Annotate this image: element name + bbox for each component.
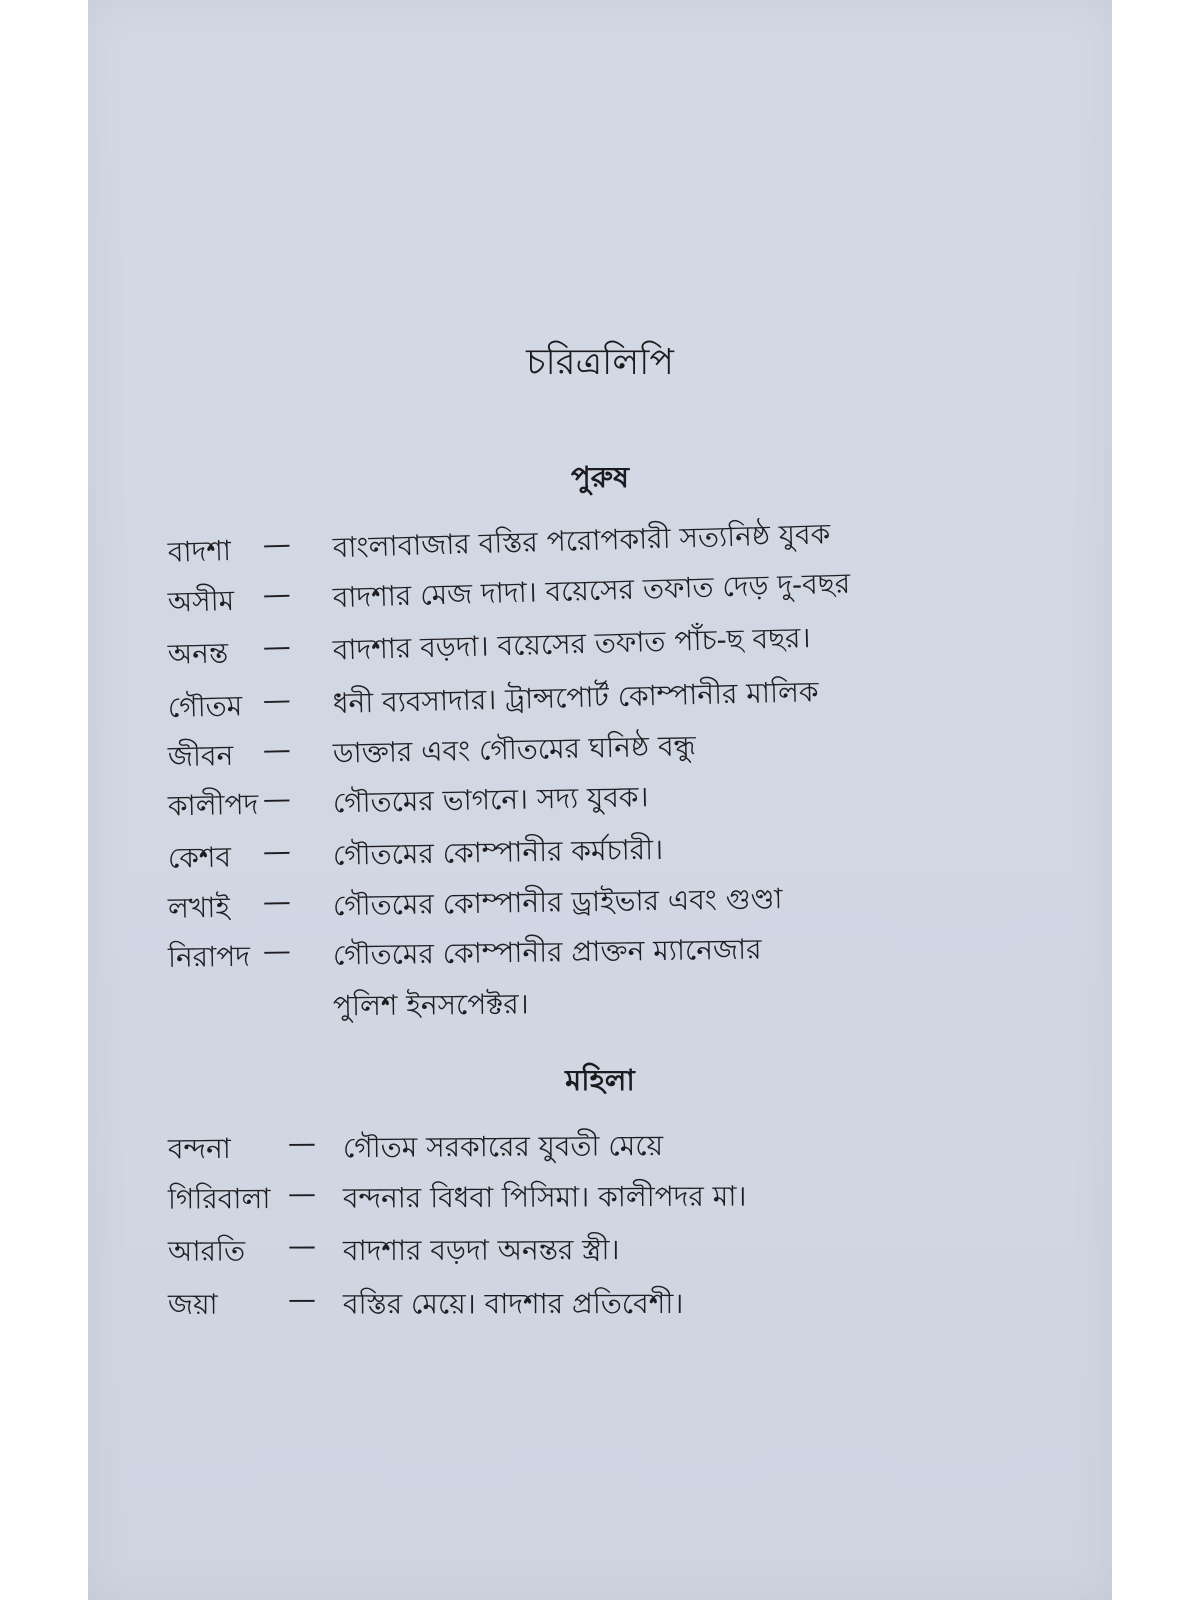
separator-dash: — — [262, 782, 292, 816]
character-name: গৌতম — [167, 689, 243, 725]
character-name: জীবন — [167, 738, 234, 774]
character-description: গৌতমের ভাগনে। সদ্য যুবক। — [332, 780, 649, 820]
character-name: বন্দনা — [167, 1132, 231, 1166]
section-heading-men: পুরুষ — [571, 460, 629, 494]
separator-dash: — — [287, 1229, 317, 1263]
character-name: নিরাপদ — [167, 939, 251, 974]
separator-dash: — — [262, 577, 292, 612]
character-name: লখাই — [167, 890, 231, 925]
character-description: গৌতমের কোম্পানীর ড্রাইভার এবং গুণ্ডা — [332, 882, 783, 923]
separator-dash: — — [287, 1126, 317, 1160]
cast-row — [88, 1173, 1112, 1226]
separator-dash: — — [262, 884, 292, 919]
character-description: বস্তির মেয়ে। বাদশার প্রতিবেশী। — [342, 1286, 684, 1321]
character-description: বাংলাবাজার বস্তির পরোপকারী সত্যনিষ্ঠ যুবক — [332, 517, 831, 565]
character-description: গৌতম সরকারের যুবতী মেয়ে — [342, 1128, 664, 1165]
separator-dash: — — [262, 732, 292, 767]
character-name: গিরিবালা — [167, 1182, 271, 1216]
separator-dash: — — [262, 527, 292, 562]
character-description: বন্দনার বিধবা পিসিমা। কালীপদর মা। — [342, 1179, 747, 1215]
separator-dash: — — [262, 629, 292, 664]
separator-dash: — — [287, 1176, 317, 1210]
character-name: জয়া — [167, 1287, 218, 1321]
separator-dash: — — [262, 683, 292, 717]
separator-dash: — — [262, 834, 292, 868]
book-page — [88, 0, 1112, 1600]
separator-dash: — — [262, 934, 292, 968]
section-heading-women: মহিলা — [565, 1063, 635, 1097]
character-name: অনন্ত — [167, 636, 229, 671]
character-description: বাদশার বড়দা অনন্তর স্ত্রী। — [342, 1233, 620, 1268]
character-description: বাদশার মেজ দাদা। বয়েসের তফাত দেড় দু-বছর — [332, 566, 851, 615]
cast-row — [88, 1226, 1112, 1278]
cast-row — [88, 1121, 1112, 1176]
cast-row — [88, 1281, 1112, 1331]
page-title: চরিত্রলিপি — [526, 342, 674, 383]
character-description: ধনী ব্যবসাদার। ট্রান্সপোর্ট কোম্পানীর মালিক — [332, 675, 819, 721]
character-name: আরতি — [167, 1234, 246, 1268]
cast-row — [88, 976, 1112, 1035]
separator-dash: — — [287, 1282, 317, 1316]
character-name: কালীপদ — [167, 787, 259, 823]
character-description: গৌতমের কোম্পানীর কর্মচারী। — [332, 832, 664, 872]
character-description: ডাক্তার এবং গৌতমের ঘনিষ্ঠ বন্ধু — [332, 729, 697, 770]
character-description: গৌতমের কোম্পানীর প্রাক্তন ম্যানেজার — [332, 932, 762, 972]
character-name: বাদশা — [167, 534, 232, 569]
character-name: অসীম — [167, 583, 235, 619]
character-description: পুলিশ ইনসপেক্টর। — [332, 987, 529, 1023]
character-description: বাদশার বড়দা। বয়েসের তফাত পাঁচ-ছ বছর। — [332, 621, 811, 667]
character-name: কেশব — [167, 840, 232, 875]
